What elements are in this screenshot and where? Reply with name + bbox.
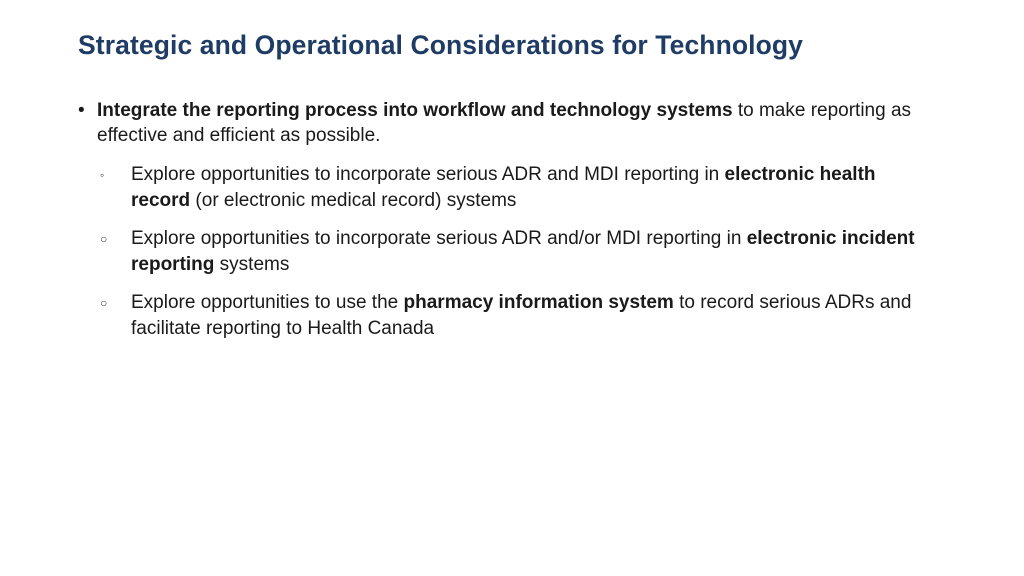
- main-bullet-text: [97, 98, 918, 148]
- sub-item-text: [131, 290, 930, 342]
- sub-item-bold: electronic health record: [131, 164, 876, 211]
- sub-item-incident: [100, 226, 930, 278]
- sub-bullet-marker: ○: [100, 296, 108, 310]
- main-bullet: [78, 98, 918, 148]
- main-bullet-bold: Integrate the reporting process into workflow and technology systems: [97, 100, 733, 121]
- bullet-marker: •: [78, 100, 85, 121]
- sub-bullet-marker: ○: [100, 232, 108, 246]
- main-bullet-rest: to make reporting as effective and efficient as possible.: [97, 100, 912, 146]
- sub-item-post: systems: [214, 254, 290, 275]
- sub-bullet-marker: ◦: [100, 168, 105, 182]
- sub-item-bold: pharmacy information system: [403, 292, 674, 313]
- sub-item-text: [131, 162, 930, 214]
- sub-item-pre: Explore opportunities to incorporate serious ADR and/or MDI reporting in: [131, 228, 747, 249]
- sub-item-bold: electronic incident reporting: [131, 228, 915, 275]
- sub-item-text: [131, 226, 930, 278]
- sub-item-post: to record serious ADRs and facilitate reporting to Health Canada: [131, 292, 912, 339]
- sub-item-post: (or electronic medical record) systems: [190, 190, 517, 211]
- slide-title: Strategic and Operational Considerations for Technology: [78, 30, 804, 60]
- sub-item-pre: Explore opportunities to incorporate serious ADR and MDI reporting in: [131, 164, 725, 185]
- sub-item-ehr: [100, 162, 930, 214]
- sub-item-pharmacy: [100, 290, 930, 342]
- sub-item-pre: Explore opportunities to use the: [131, 292, 404, 313]
